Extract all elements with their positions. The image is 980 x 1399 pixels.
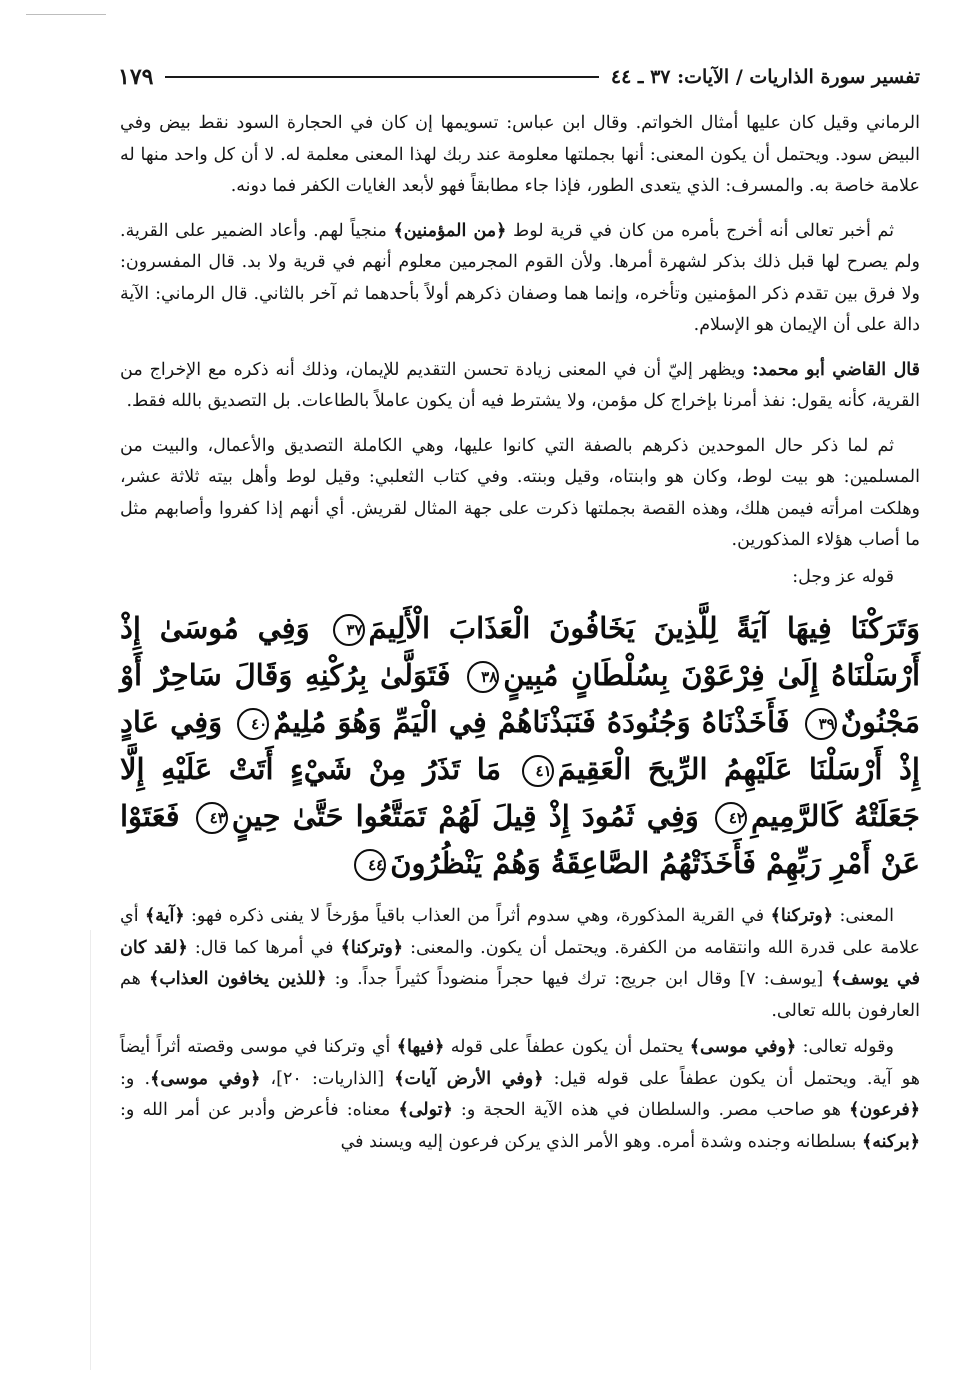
quran-quote: ﴿فيها﴾ bbox=[396, 1037, 445, 1057]
quran-quote: ﴿من المؤمنين﴾ bbox=[393, 220, 507, 241]
text-run: معناه: فأعرض وأدبر عن أمر الله و: bbox=[120, 1100, 399, 1120]
quran-quote: ﴿فرعون﴾ bbox=[849, 1100, 921, 1120]
verse-number-marker: ٤٣ bbox=[196, 802, 228, 834]
text-run: ثم أخبر تعالى أنه أخرج بأمره من كان في قرية لوط bbox=[506, 220, 894, 241]
quran-quote: ﴿بركنه﴾ bbox=[861, 1131, 920, 1152]
verse-number-marker: ٤٤ bbox=[354, 849, 386, 881]
text-run: أي وتركنا في موسى وقصته أثراً أيضاً هو آية. ويحتمل أن يكون عطفاً على قوله قيل: bbox=[120, 1037, 920, 1089]
text-run: هو صاحب مصر. والسلطان في هذه الآية الحجة و: bbox=[452, 1100, 850, 1120]
quran-quote: ﴿وفي موسى﴾ bbox=[150, 1068, 261, 1089]
margin-line bbox=[90, 930, 91, 1370]
verse-text: فَأَخَذْنَاهُ وَجُنُودَهُ فَنَبَذْنَاهُمْ فِي الْيَمِّ وَهُوَ مُلِيمٌ bbox=[273, 705, 790, 739]
quran-quote: ﴿لقد كان في يوسف﴾ bbox=[120, 937, 920, 989]
quran-verses-block bbox=[120, 605, 920, 887]
verse-number-marker: ٤٠ bbox=[237, 708, 269, 740]
text-run: [الذاريات: ٢٠]، bbox=[260, 1068, 395, 1089]
speaker-label: قال القاضي أبو محمد: bbox=[752, 359, 920, 380]
verse-text: فَعَتَوْا عَنْ أَمْرِ رَبِّهِمْ فَأَخَذَتْهُمُ الصَّاعِقَةُ وَهُمْ يَنْظُرُونَ bbox=[120, 799, 920, 880]
quran-quote: ﴿آية﴾ bbox=[144, 906, 185, 926]
quran-quote: ﴿وفي الأرض آيات﴾ bbox=[394, 1068, 544, 1089]
quran-quote: ﴿وتركنا﴾ bbox=[340, 937, 404, 958]
quran-quote: ﴿للذين يخافون العذاب﴾ bbox=[149, 969, 327, 989]
text-run: وقوله تعالى: bbox=[796, 1037, 894, 1057]
verse-text: وَفِي ثَمُودَ إِذْ قِيلَ لَهُمْ تَمَتَّعُوا حَتَّىٰ حِينٍ bbox=[231, 799, 699, 833]
paragraph-5 bbox=[120, 901, 920, 1027]
quran-quote: ﴿وتركنا﴾ bbox=[770, 906, 834, 926]
text-run: . و: bbox=[120, 1068, 151, 1089]
text-run: المعنى: bbox=[833, 906, 894, 926]
verse-number-marker: ٣٨ bbox=[467, 661, 499, 693]
paragraph-4: ثم لما ذكر حال الموحدين ذكرهم بالصفة التي كانوا عليها، وهي الكاملة التصديق والأعمال، والبيت من المسلمين: هو بيت لوط، وكان هو وابنتاه، وقيل وبنته. وفي كتاب الثعلبي: وقيل لوط وأهل بيته ثلاثة عشر، وهلكت امرأته فيمن هلك، وهذه القصة بجملتها ذكرت على جهة المثال لقريش. أي أنهم إذا كفروا وأصابهم مثل ما أصاب هؤلاء المذكورين. bbox=[120, 435, 920, 550]
paragraph-1: الرماني وقيل كان عليها أمثال الخواتم. وقال ابن عباس: تسويمها إن كان في الحجارة السود نقط بيض وفي البيض سود. ويحتمل أن يكون المعنى: أنها بجملتها معلومة عند ربك لهذا المعنى معلمة له. لا أن كل واحد منها له علامة خاصة به. والمسرف: الذي يتعدى الطور، فإذا جاء مطابقاً فهو لأبعد الغايات الكفر فما دونه. bbox=[120, 113, 920, 196]
page-header bbox=[118, 60, 920, 94]
verse-number-marker: ٤١ bbox=[522, 755, 554, 787]
top-edge-line bbox=[26, 14, 106, 15]
verse-text: مَا تَذَرُ مِنْ شَيْءٍ أَتَتْ عَلَيْهِ إِلَّا جَعَلَتْهُ كَالرَّمِيمِ bbox=[120, 752, 920, 833]
text-run: في القرية المذكورة، وهي سدوم أثراً من العذاب باقياً مؤرخاً لا يفنى ذكره فهو: bbox=[184, 906, 771, 926]
verse-text: وَفِي عَادٍ إِذْ أَرْسَلْنَا عَلَيْهِمُ الرِّيحَ الْعَقِيمَ bbox=[120, 705, 920, 786]
paragraph-6 bbox=[120, 1032, 920, 1158]
text-run: [يوسف: ٧] وقال ابن جريج: ترك فيها حجراً منضوداً كثيراً جداً. و: bbox=[326, 969, 832, 989]
paragraph-2 bbox=[120, 216, 920, 342]
quran-quote: ﴿وفي موسى﴾ bbox=[689, 1037, 797, 1057]
text-run: هم العارفون بالله تعالى. bbox=[120, 969, 920, 1021]
text-run: يحتمل أن يكون عطفاً على قوله bbox=[444, 1037, 690, 1057]
verse-number-marker: ٣٧ bbox=[333, 614, 365, 646]
quran-quote: ﴿تولى﴾ bbox=[398, 1100, 453, 1120]
text-run: بسلطانه وجنده وشدة أمره. وهو الأمر الذي يركن فرعون إليه ويسند في bbox=[340, 1131, 862, 1152]
text-run: ويظهر إليّ أن في المعنى زيادة تحسن التقديم للإيمان، وذلك أنه ذكره مع الإخراج من القرية، كأنه يقول: نفذ أمرنا بإخراج كل مؤمن، ولا يشترط فيه أن يكون عاملاً بالطاعات. بل التصديق بالله فقط. bbox=[120, 359, 920, 411]
verse-number-marker: ٤٢ bbox=[715, 802, 747, 834]
header-rule bbox=[165, 76, 598, 78]
verse-text: وَفِي مُوسَىٰ إِذْ أَرْسَلْنَاهُ إِلَىٰ فِرْعَوْنَ بِسُلْطَانٍ مُبِينٍ bbox=[120, 611, 921, 692]
text-run: منجياً لهم. وأعاد الضمير على القرية. ولم يصرح لها قبل ذلك بذكر لشهرة أمرها. ولأن القوم المجرمين معلوم أنهم في قرية ولا بد. قال المفسرون: ولا فرق بين تقدم ذكر المؤمنين وتأخره، وإنما هما وصفان ذكرهم أولاً بأحدهما ثم آخر بالثاني. قال الرماني: الآية دالة على أن الإيمان هو الإسلام. bbox=[120, 220, 920, 335]
verse-text: وَتَرَكْنَا فِيهَا آيَةً لِلَّذِينَ يَخَافُونَ الْعَذَابَ الْأَلِيمَ bbox=[368, 611, 921, 645]
verse-text: فَتَوَلَّىٰ بِرُكْنِهِ وَقَالَ سَاحِرٌ أَوْ مَجْنُونٌ bbox=[120, 658, 920, 739]
text-run: في أمرها كما قال: bbox=[187, 937, 341, 958]
text-run: أي علامة على قدرة الله وانتقامه من الكفرة. ويحتمل أن يكون. والمعنى: bbox=[120, 906, 920, 958]
verse-number-marker: ٣٩ bbox=[805, 708, 837, 740]
page-body bbox=[120, 108, 920, 1171]
verses-intro: قوله عز وجل: bbox=[792, 566, 894, 587]
page-number: ١٧٩ bbox=[118, 64, 154, 90]
paragraph-3 bbox=[120, 355, 920, 418]
running-title: تفسير سورة الذاريات / الآيات: ٣٧ ـ ٤٤ bbox=[610, 66, 920, 88]
